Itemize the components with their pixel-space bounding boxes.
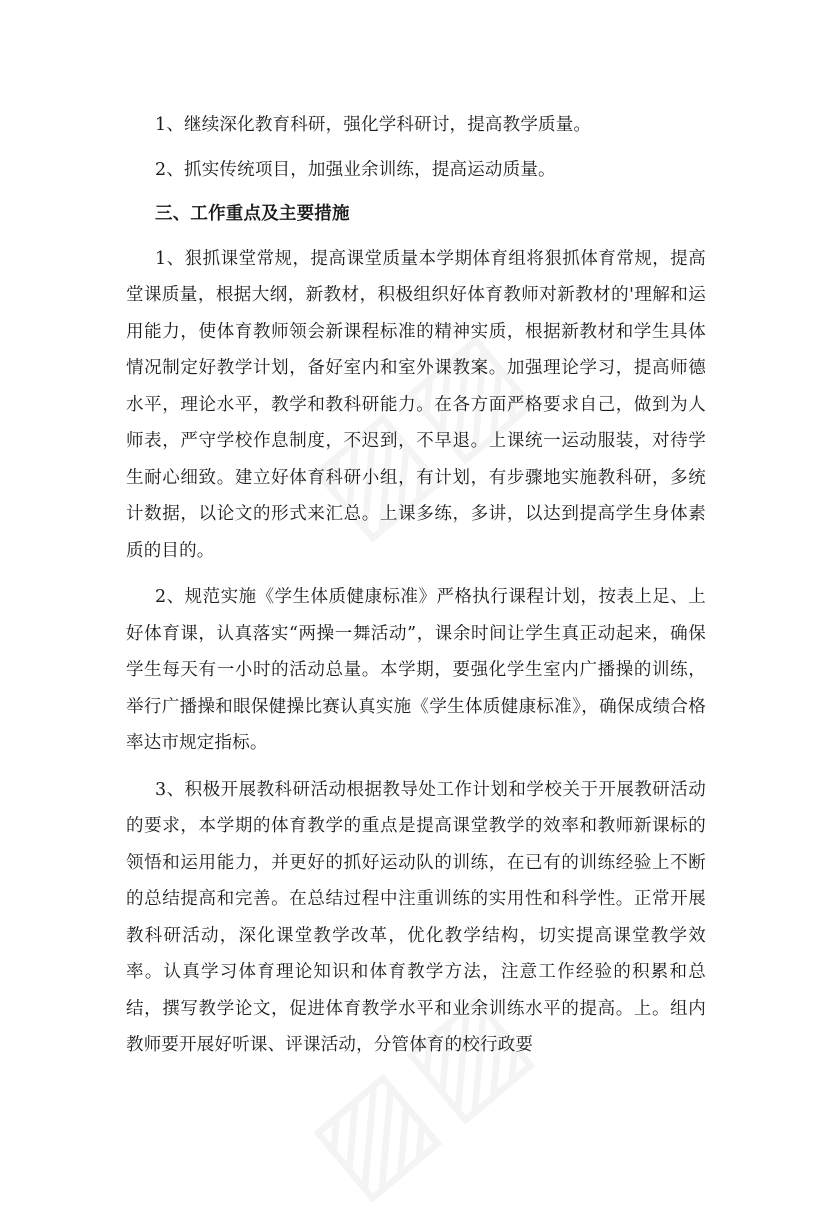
document-body (126, 107, 706, 1064)
measure-paragraph-3: 3、积极开展教科研活动根据教导处工作计划和学校关于开展教研活动的要求，本学期的体育教学的重点是提高课堂教学的效率和教师新课标的领悟和运用能力，并更好的抓好运动队的训练，在已有的训练经验上不断的总结提高和完善。在总结过程中注重训练的实用性和科学性。正常开展教科研活动，深化课堂教学改革，优化教学结构，切实提高课堂教学效率。认真学习体育理论知识和体育教学方法，注意工作经验的积累和总结，撰写教学论文，促进体育教学水平和业余训练水平的提高。上。组内教师要开展好听课、评课活动，分管体育的校行政要 (126, 779, 706, 1055)
measure-paragraph-2: 2、规范实施《学生体质健康标准》严格执行课程计划，按表上足、上好体育课，认真落实“两操一舞活动”，课余时间让学生真正动起来，确保学生每天有一小时的活动总量。本学期，要强化学生室内广播操的训练，举行广播操和眼保健操比赛认真实施《学生体质健康标准》，确保成绩合格率达市规定指标。 (126, 587, 706, 753)
goal-item-1: 1、继续深化教育科研，强化学科研讨，提高教学质量。 (155, 115, 592, 135)
section-heading: 三、工作重点及主要措施 (155, 204, 350, 224)
goal-item-2: 2、抓实传统项目，加强业余训练，提高运动质量。 (155, 159, 556, 180)
measure-paragraph-1: 1、狠抓课堂常规，提高课堂质量本学期体育组将狠抓体育常规，提高堂课质量，根据大纲，新教材，积极组织好体育教师对新教材的'理解和运用能力，使体育教师领会新课程标准的精神实质，根据新教材和学生具体情况制定好教学计划，备好室内和室外课教案。加强理论学习，提高师德水平，理论水平，教学和教科研能力。在各方面严格要求自己，做到为人师表，严守学校作息制度，不迟到，不早退。上课统一运动服装，对待学生耐心细致。建立好体育科研小组，有计划，有步骤地实施教科研，多统计数据，以论文的形式来汇总。上课多练，多讲，以达到提高学生身体素质的目的。 (126, 248, 706, 561)
